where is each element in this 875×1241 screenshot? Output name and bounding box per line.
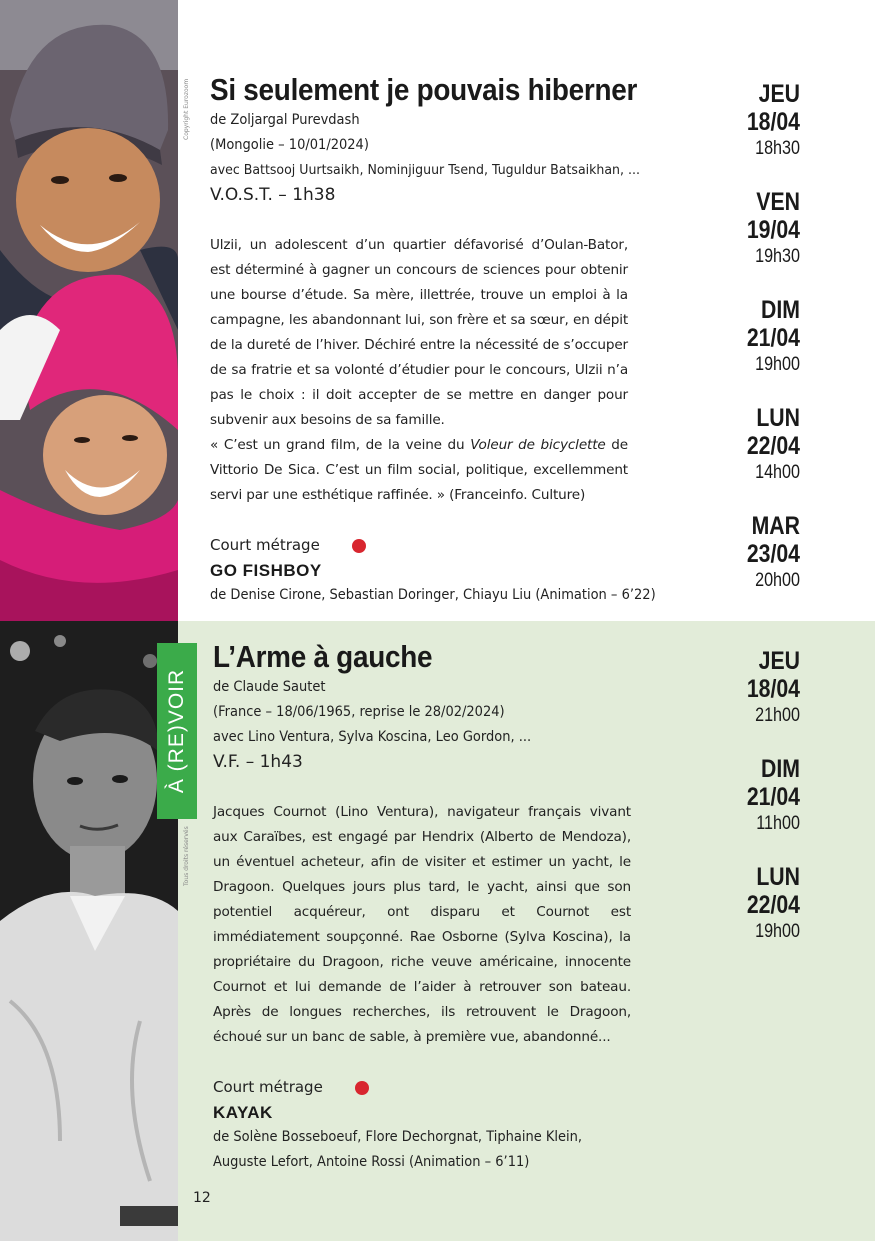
session-date: 22/04 [746, 891, 800, 919]
session-day: JEU [758, 647, 800, 675]
press-quote [210, 433, 628, 508]
short-film-title: KAYAK [213, 1103, 273, 1122]
short-film-credits: de Denise Cirone, Sebastian Doringer, Chiayu Liu (Animation – 6’22) [210, 587, 656, 603]
film-section-2 [0, 621, 875, 1241]
session-day: MAR [751, 512, 800, 540]
film-origin: (Mongolie – 10/01/2024) [210, 137, 369, 153]
film-title: Si seulement je pouvais hiberner [210, 72, 638, 107]
session-item [680, 188, 800, 270]
session-date: 22/04 [746, 432, 800, 460]
quote-part-1: « C’est un grand film, de la veine du [210, 437, 471, 453]
film-block-1 [210, 72, 656, 608]
session-date: 23/04 [746, 540, 800, 568]
session-item [680, 863, 800, 945]
page-number: 12 [193, 1190, 211, 1206]
quote-italic-title: Voleur de bicyclette [470, 437, 606, 453]
session-date: 19/04 [746, 216, 800, 244]
session-date: 18/04 [746, 108, 800, 136]
revoir-tag [157, 643, 197, 819]
session-time: 19h00 [755, 354, 800, 375]
session-time: 14h00 [755, 462, 800, 483]
short-film-header [210, 533, 628, 558]
photo-credit-2: Tous droits réservés [183, 826, 190, 886]
session-day: DIM [761, 296, 800, 324]
revoir-tag-label: À (RE)VOIR [165, 668, 188, 794]
sessions-list-2 [680, 647, 800, 971]
film-block-2 [213, 639, 631, 1175]
short-film-credits-line-1: de Solène Bosseboeuf, Flore Dechorgnat, Tiphaine Klein, [213, 1129, 583, 1145]
session-day: LUN [756, 404, 800, 432]
film-title: L’Arme à gauche [213, 639, 433, 674]
short-film-label: Court métrage [210, 536, 320, 554]
film-synopsis [210, 233, 628, 508]
film-version: V.O.S.T. – 1h38 [210, 185, 336, 205]
session-item [680, 404, 800, 486]
short-film-title: GO FISHBOY [210, 561, 322, 580]
session-date: 21/04 [746, 783, 800, 811]
session-day: JEU [758, 80, 800, 108]
film-director: de Claude Sautet [213, 679, 326, 695]
session-date: 18/04 [746, 675, 800, 703]
film-synopsis [213, 800, 631, 1050]
film-still-illustration-1 [0, 0, 178, 621]
session-item [680, 755, 800, 837]
session-item [680, 647, 800, 729]
short-film-credits-line-2: Auguste Lefort, Antoine Rossi (Animation – 6’11) [213, 1154, 530, 1170]
red-dot-icon [355, 1081, 369, 1095]
film-still-illustration-2 [0, 621, 178, 1241]
synopsis-text: Jacques Cournot (Lino Ventura), navigateur français vivant aux Caraïbes, est engagé par Hendrix (Alberto de Mendoza), un éventuel acheteur, afin de visiter et estimer un yacht, le Dragoon. Quelques jours plus tard, le yacht, ainsi que son potentiel acquéreur, ont disparu et Cournot est immédiatement soupçonné. Rae Osborne (Sylva Koscina), la propriétaire du Dragoon, riche veuve américaine, innocente Cournot et lui demande de l’aider à retrouver son bateau. Après de longues recherches, ils retrouvent le Dragoon, échoué sur un banc de sable, à première vue, abandonné... [213, 804, 631, 1045]
film-director: de Zoljargal Purevdash [210, 112, 360, 128]
session-item [680, 296, 800, 378]
film-origin: (France – 18/06/1965, reprise le 28/02/2024) [213, 704, 505, 720]
session-date: 21/04 [746, 324, 800, 352]
synopsis-text: Ulzii, un adolescent d’un quartier défavorisé d’Oulan-Bator, est déterminé à gagner un concours de sciences pour obtenir une bourse d’étude. Sa mère, illettrée, trouve un emploi à la campagne, les abandonnant lui, son frère et sa sœur, en dépit de la dureté de l’hiver. Déchiré entre la nécessité de s’occuper de sa fratrie et sa volonté d’étudier pour le concours, Ulzii n’a pas le choix : il doit accepter de se mettre en danger pour subvenir aux besoins de sa famille. [210, 237, 628, 428]
session-time: 20h00 [755, 570, 800, 591]
session-time: 19h30 [755, 246, 800, 267]
film-still-photo-2 [0, 621, 178, 1241]
short-film-header [213, 1075, 631, 1100]
quote-part-2: de Vittorio De Sica. C’est un film social, politique, excellemment servi par une esthétique raffinée. » (Franceinfo. Culture) [210, 437, 628, 503]
session-day: DIM [761, 755, 800, 783]
session-time: 11h00 [756, 813, 800, 834]
sessions-list-1 [680, 80, 800, 620]
film-still-photo-1 [0, 0, 178, 621]
session-item [680, 80, 800, 162]
session-day: LUN [756, 863, 800, 891]
photo-credit-1: Copyright Eurozoom [183, 78, 190, 140]
short-film-label: Court métrage [213, 1078, 323, 1096]
film-version: V.F. – 1h43 [213, 752, 303, 772]
session-item [680, 512, 800, 594]
film-cast: avec Battsooj Uurtsaikh, Nominjiguur Tsend, Tuguldur Batsaikhan, ... [210, 162, 640, 178]
session-time: 19h00 [755, 921, 800, 942]
session-time: 18h30 [755, 138, 800, 159]
session-day: VEN [756, 188, 800, 216]
film-cast: avec Lino Ventura, Sylva Koscina, Leo Gordon, ... [213, 729, 532, 745]
red-dot-icon [352, 539, 366, 553]
session-time: 21h00 [755, 705, 800, 726]
